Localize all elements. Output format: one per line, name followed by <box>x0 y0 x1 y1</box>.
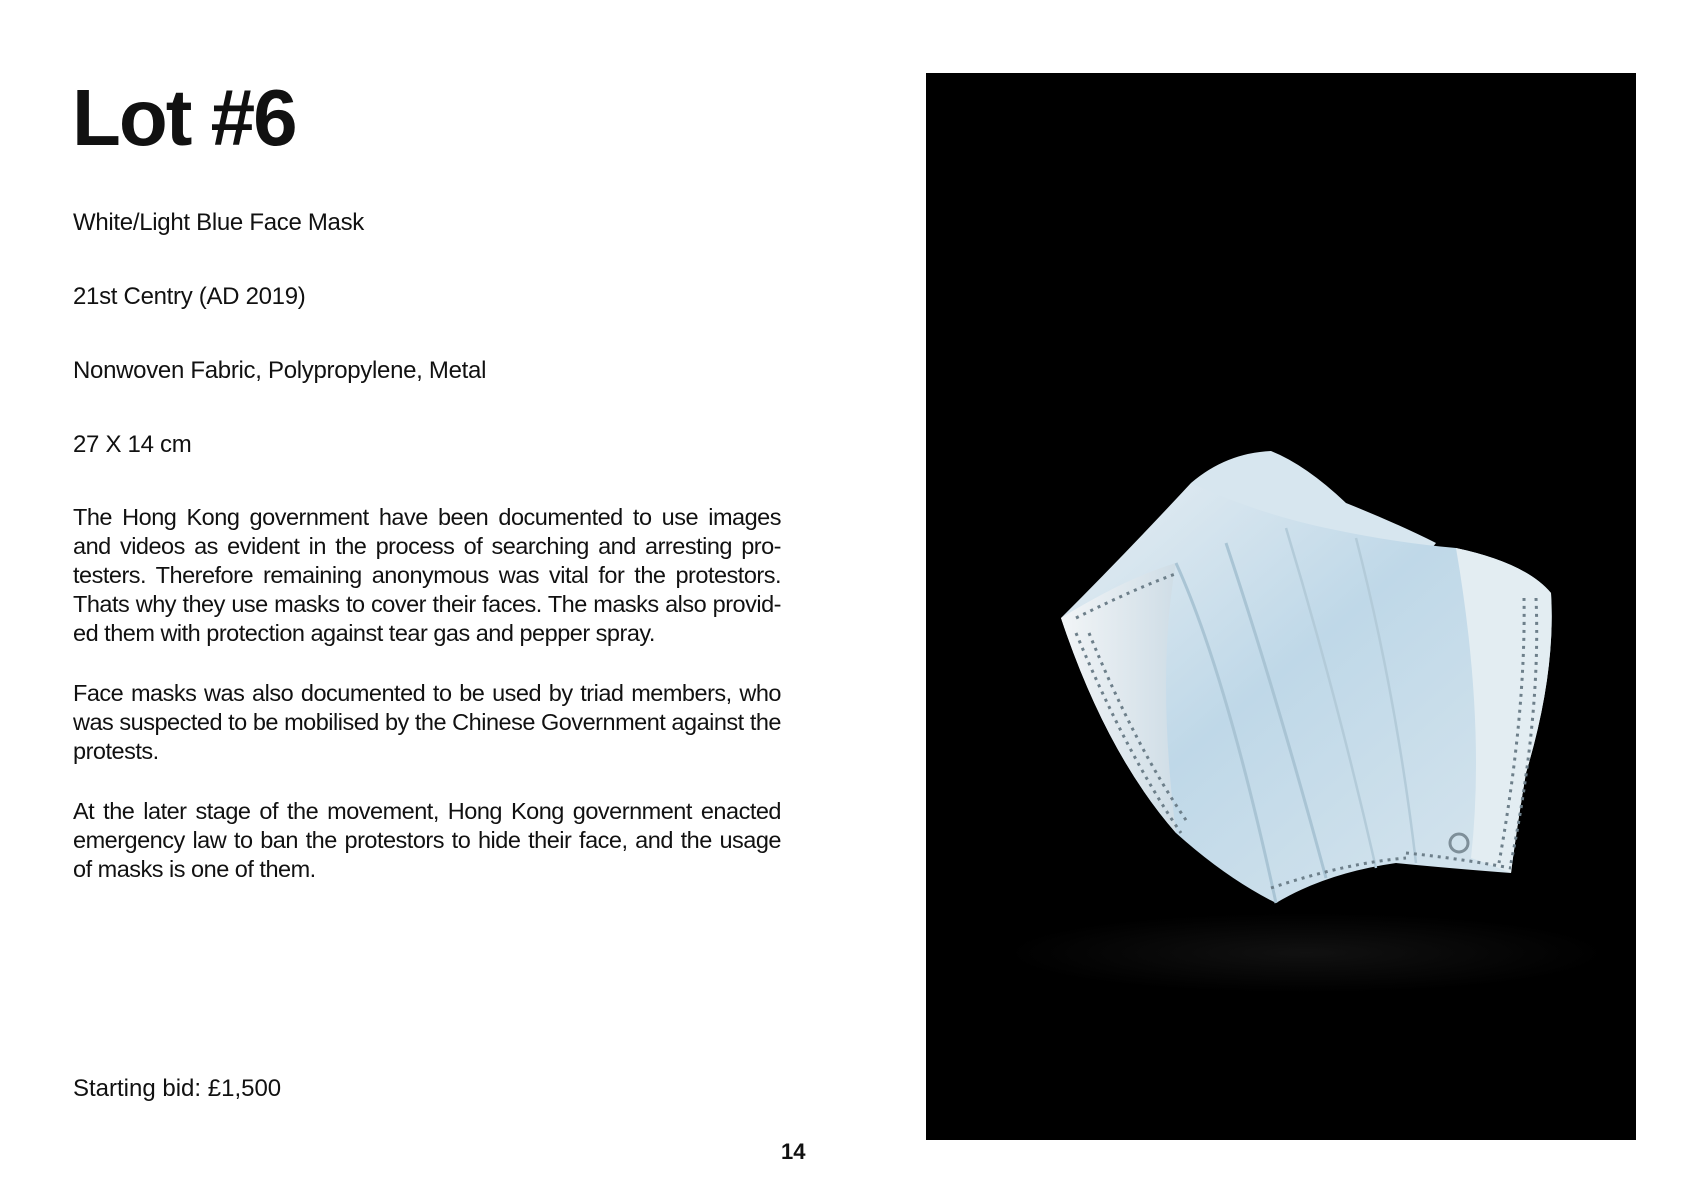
lot-materials: Nonwoven Fabric, Polypropylene, Metal <box>73 357 487 384</box>
page-number: 14 <box>781 1139 806 1164</box>
description-paragraph-2: Face masks was also documented to be used by triad members, who was suspected to be mobilised by the Chinese Government against the protests. <box>73 680 781 764</box>
face-mask-illustration <box>926 73 1636 1140</box>
lot-title: Lot #6 <box>72 73 296 162</box>
face-mask-photo <box>926 73 1636 1140</box>
lot-period: 21st Centry (AD 2019) <box>73 283 306 310</box>
description-paragraph-1: The Hong Kong government have been documented to use images and videos as evident in the process of searching and arresting pro-testers. Therefore remaining anonymous was vital for the protestors. Thats why they use masks to cover their faces. The masks also provid-ed them with protection against tear gas and pepper spray. <box>73 504 781 646</box>
starting-bid: Starting bid: £1,500 <box>73 1075 282 1102</box>
lot-name: White/Light Blue Face Mask <box>73 209 364 236</box>
mask-shadow <box>1006 913 1606 993</box>
lot-dimensions: 27 X 14 cm <box>73 431 192 458</box>
description-paragraph-3: At the later stage of the movement, Hong Kong government enacted emergency law to ban the protestors to hide their face, and the usage of masks is one of them. <box>73 798 781 882</box>
